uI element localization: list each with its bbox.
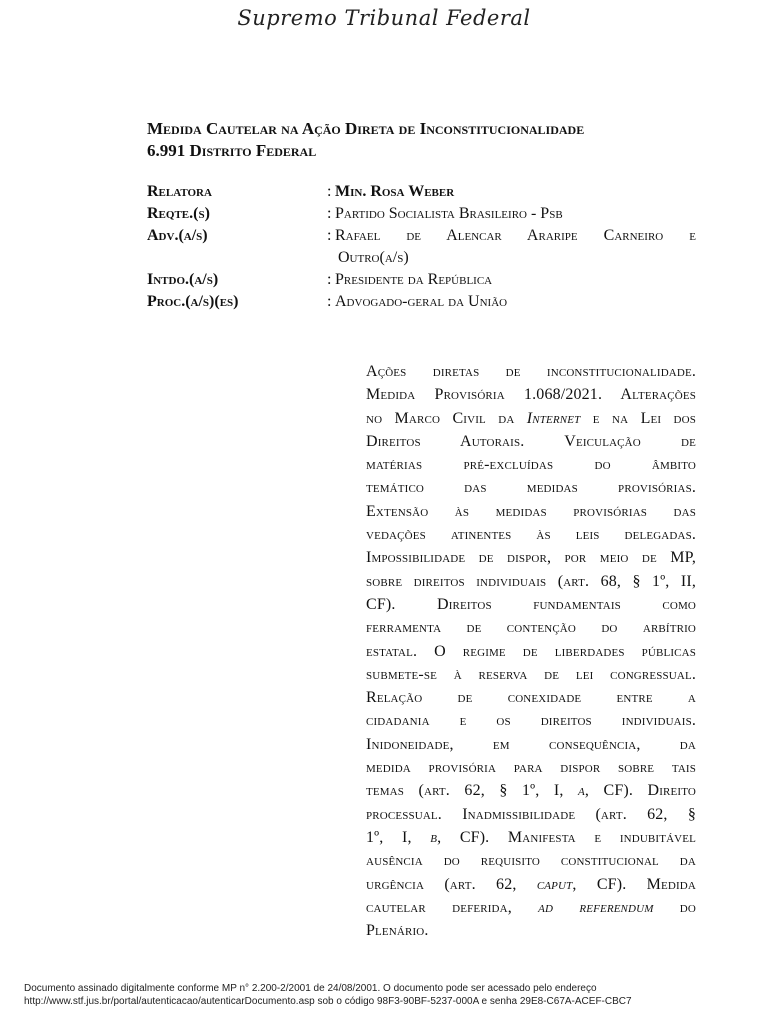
party-row-proc [147, 291, 696, 313]
party-label: Intdo.(a/s) [147, 271, 219, 288]
ementa-line: CF). Direitos fundamentais como [366, 595, 696, 613]
digital-signature-footer [24, 982, 754, 1008]
ementa-italic-term: Internet [526, 409, 581, 427]
party-separator: : [327, 271, 332, 288]
ementa-text: temas (art. 62, § 1º, I, [366, 782, 579, 800]
ementa-line: sobre direitos individuais (art. 68, § 1º, II, [366, 572, 696, 590]
party-value: Advogado-geral da União [335, 293, 508, 310]
party-value [335, 225, 696, 269]
ementa-line: Plenário. [366, 922, 429, 940]
party-row-adv [147, 225, 696, 269]
ementa-text: , CF). Manifesta e indubitável [437, 828, 696, 846]
party-label: Reqte.(s) [147, 205, 210, 222]
ementa-text: cautelar deferida, [366, 898, 539, 916]
ementa-line [366, 896, 696, 919]
party-separator: : [327, 227, 332, 244]
document-title [147, 118, 707, 162]
ementa-text: , CF). Medida [572, 875, 696, 893]
ementa-line: Extensão às medidas provisórias das [366, 502, 696, 520]
ementa-text: e na Lei dos [580, 409, 696, 427]
ementa-line: estatal. O regime de liberdades públicas [366, 642, 696, 660]
ementa-italic-term: ad referendum [538, 898, 654, 916]
ementa-line: temático das medidas provisórias. [366, 479, 696, 497]
ementa-line: Impossibilidade de dispor, por meio de MP, [366, 549, 696, 567]
party-label: Proc.(a/s)(es) [147, 293, 239, 310]
party-value: Presidente da República [335, 271, 493, 288]
party-value-line-1: Rafael de Alencar Araripe Carneiro e [335, 227, 696, 244]
ementa-line [366, 779, 696, 802]
footer-line-2: http://www.stf.jus.br/portal/autenticacao/autenticarDocumento.asp sob o código 98F3-90BF-5237-000A e senha 29E8-C67A-ACEF-CBC7 [24, 996, 632, 1007]
ementa-line: ferramenta de contenção do arbítrio [366, 619, 696, 637]
party-separator: : [327, 183, 332, 200]
party-value: Partido Socialista Brasileiro - Psb [335, 205, 563, 222]
party-separator: : [327, 293, 332, 310]
ementa-text: no Marco Civil da [366, 409, 527, 427]
ementa-line [366, 873, 696, 896]
ementa-line: submete-se à reserva de lei congressual. [366, 665, 696, 683]
ementa-line: Ações diretas de inconstitucionalidade. [366, 363, 696, 380]
ementa-line: medida provisória para dispor sobre tais [366, 759, 696, 777]
party-row-reqte [147, 203, 696, 225]
ementa-line [366, 826, 696, 849]
ementa-line: Relação de conexidade entre a [366, 689, 696, 707]
party-row-relatora [147, 181, 696, 203]
ementa-line: Inidoneidade, em consequência, da [366, 735, 696, 753]
ementa-text: , CF). Direito [584, 782, 696, 800]
ementa-text: urgência (art. 62, [366, 875, 537, 893]
party-label: Adv.(a/s) [147, 227, 208, 244]
ementa-text: 1º, I, [366, 828, 431, 846]
party-separator: : [327, 205, 332, 222]
ementa-line: ausência do requisito constitucional da [366, 852, 696, 870]
party-value-line-2: Outro(a/s) [338, 249, 409, 266]
ementa-line: matérias pré-excluídas do âmbito [366, 456, 696, 474]
ementa-summary [366, 360, 696, 942]
parties-block [147, 181, 696, 313]
party-label: Relatora [147, 183, 212, 200]
footer-line-1: Documento assinado digitalmente conforme MP n° 2.200-2/2001 de 24/08/2001. O documento pode ser acessado pelo endereço [24, 983, 597, 994]
ementa-line: processual. Inadmissibilidade (art. 62, § [366, 805, 696, 823]
party-value: Min. Rosa Weber [335, 183, 455, 200]
ementa-line: cidadania e os direitos individuais. [366, 712, 696, 730]
ementa-line: Direitos Autorais. Veiculação de [366, 432, 696, 450]
ementa-line: vedações atinentes às leis delegadas. [366, 526, 696, 544]
party-row-intdo [147, 269, 696, 291]
title-line-2: 6.991 Distrito Federal [147, 141, 317, 160]
ementa-line: Medida Provisória 1.068/2021. Alterações [366, 386, 696, 404]
ementa-italic-term: b [430, 828, 438, 846]
court-header: Supremo Tribunal Federal [237, 6, 531, 30]
ementa-text: do [653, 898, 696, 916]
ementa-italic-term: caput [536, 875, 573, 893]
ementa-line [366, 407, 696, 430]
ementa-italic-term: a [578, 782, 585, 800]
title-line-1: Medida Cautelar na Ação Direta de Inconstitucionalidade [147, 119, 585, 138]
